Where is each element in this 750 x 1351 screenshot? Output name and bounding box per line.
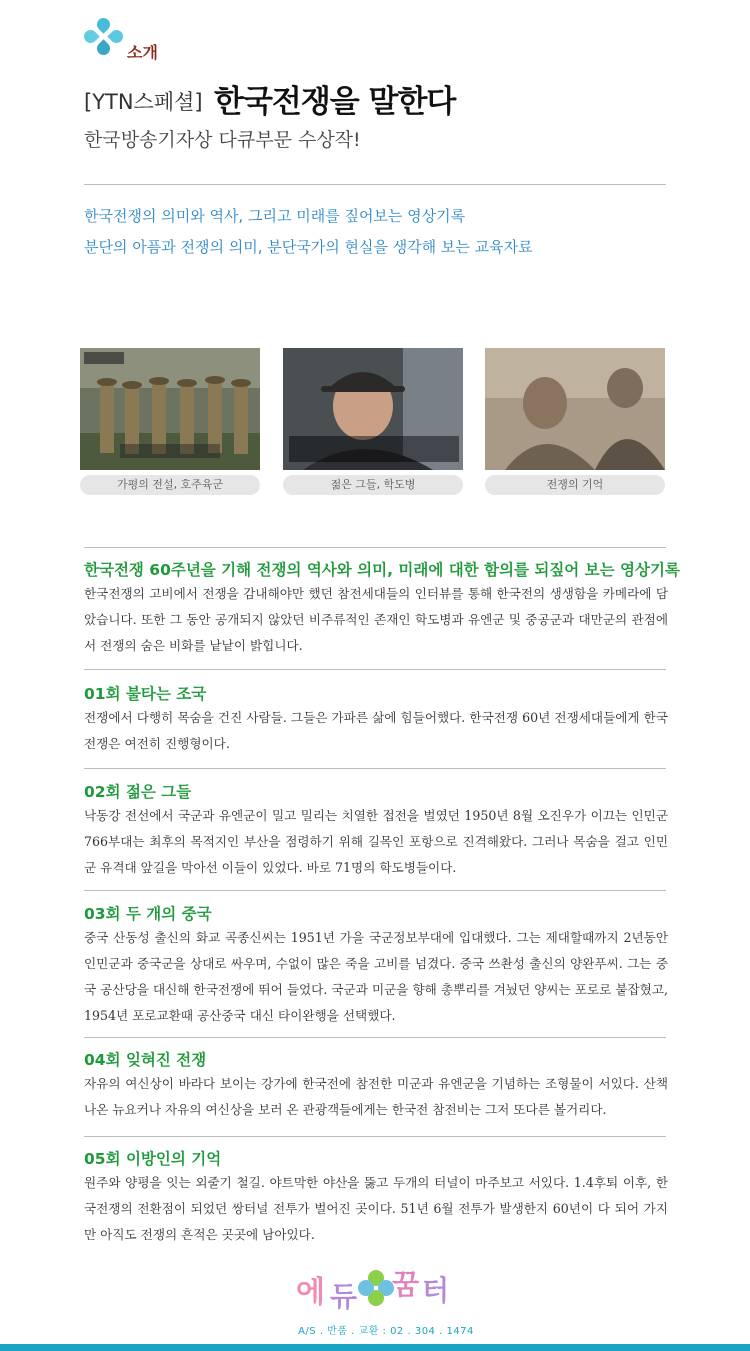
divider	[84, 669, 666, 670]
edu-logo	[296, 1258, 456, 1318]
svg-text:에: 에	[296, 1275, 325, 1310]
section-text: 중국 산동성 출신의 화교 곡종신씨는 1951년 가을 국군정보부대에 입대했다. 그는 제대할때까지 2년동안 인민군과 중국군을 상대로 싸우며, 수없이 많은 죽을 고비를 넘겼다. 중국 쓰촨성 출신의 양완푸씨. 그는 중국 공산당을 대신해 한국전쟁에 뛰어 들었다. 국군과 미군을 향해 총뿌리를 겨눴던 양씨는 포로로 붙잡혔고, 1954년 포로교환때 공산중국 대신 타이완행을 선택했다.	[84, 930, 668, 1023]
divider	[84, 547, 666, 548]
divider	[84, 1037, 666, 1038]
contact-info: A/S . 반품 . 교환 : 02 . 304 . 1474	[298, 1326, 474, 1337]
intro-label: 소개	[127, 43, 158, 62]
svg-text:꿈: 꿈	[392, 1268, 420, 1301]
svg-text:듀: 듀	[330, 1280, 358, 1313]
page-title: 한국전쟁을 말한다	[214, 84, 456, 120]
divider	[84, 768, 666, 769]
section-text: 한국전쟁의 고비에서 전쟁을 감내해야만 했던 참전세대들의 인터뷰를 통해 한국전의 생생함을 카메라에 담았습니다. 또한 그 동안 공개되지 않았던 비주류적인 존재인 학도병과 유엔군 및 중공군과 대만군의 관점에서 전쟁의 숨은 비화를 낱낱이 밝힙니다.	[84, 586, 668, 653]
subtitle: 한국방송기자상 다큐부문 수상작!	[84, 129, 361, 151]
section-text: 낙동강 전선에서 국군과 유엔군이 밀고 밀리는 치열한 접전을 벌였던 1950년 8월 오진우가 이끄는 인민군 766부대는 최후의 목적지인 부산을 점령하기 위해 길목인 포항으로 진격해왔다. 그러나 목숨을 걸고 인민군 유격대 앞길을 막아선 이들이 있었다. 바로 71명의 학도병들이다.	[84, 808, 668, 875]
thumbnail-war-memory	[485, 348, 665, 470]
section-heading: 03회 두 개의 중국	[84, 905, 212, 923]
section-heading: 02회 젊은 그들	[84, 783, 192, 801]
divider	[84, 1136, 666, 1137]
thumbnail-caption: 젊은 그들, 학도병	[283, 475, 463, 495]
section-text: 원주와 양평을 잇는 외줄기 철길. 야트막한 야산을 뚫고 두개의 터널이 마주보고 서있다. 1.4후퇴 이후, 한국전쟁의 전환점이 되었던 쌍터널 전투가 벌어진 곳이다. 51년 6월 전투가 발생한지 60년이 다 되어 가지만 아직도 전쟁의 흔적은 곳곳에 남아있다.	[84, 1175, 668, 1242]
title-prefix: [YTN스페셜]	[84, 90, 203, 114]
highlight-line-2: 분단의 아픔과 전쟁의 의미, 분단국가의 현실을 생각해 보는 교육자료	[84, 238, 533, 256]
section-heading: 04회 잊혀진 전쟁	[84, 1051, 207, 1069]
highlight-line-1: 한국전쟁의 의미와 역사, 그리고 미래를 짚어보는 영상기록	[84, 207, 466, 225]
section-heading: 한국전쟁 60주년을 기해 전쟁의 역사와 의미, 미래에 대한 함의를 되짚어 보는 영상기록	[84, 561, 680, 579]
section-heading: 01회 불타는 조국	[84, 685, 207, 703]
thumbnail-caption: 가평의 전설, 호주육군	[80, 475, 260, 495]
section-text: 전쟁에서 다행히 목숨을 건진 사람들. 그들은 가파른 삶에 힘들어했다. 한국전쟁 60년 전쟁세대들에게 한국전쟁은 여전히 진행형이다.	[84, 710, 668, 751]
svg-text:터: 터	[422, 1274, 450, 1307]
section-heading: 05회 이방인의 기억	[84, 1150, 222, 1168]
thumbnail-caption: 전쟁의 기억	[485, 475, 665, 495]
divider	[84, 184, 666, 185]
thumbnail-australian-army	[80, 348, 260, 470]
clover-icon	[84, 18, 124, 58]
thumbnail-student-soldier	[283, 348, 463, 470]
bottom-bar	[0, 1344, 750, 1351]
divider	[84, 890, 666, 891]
section-text: 자유의 여신상이 바라다 보이는 강가에 한국전에 참전한 미군과 유엔군을 기념하는 조형물이 서있다. 산책나온 뉴요커나 자유의 여신상을 보러 온 관광객들에게는 한국전 참전비는 그저 또다른 볼거리다.	[84, 1076, 668, 1117]
